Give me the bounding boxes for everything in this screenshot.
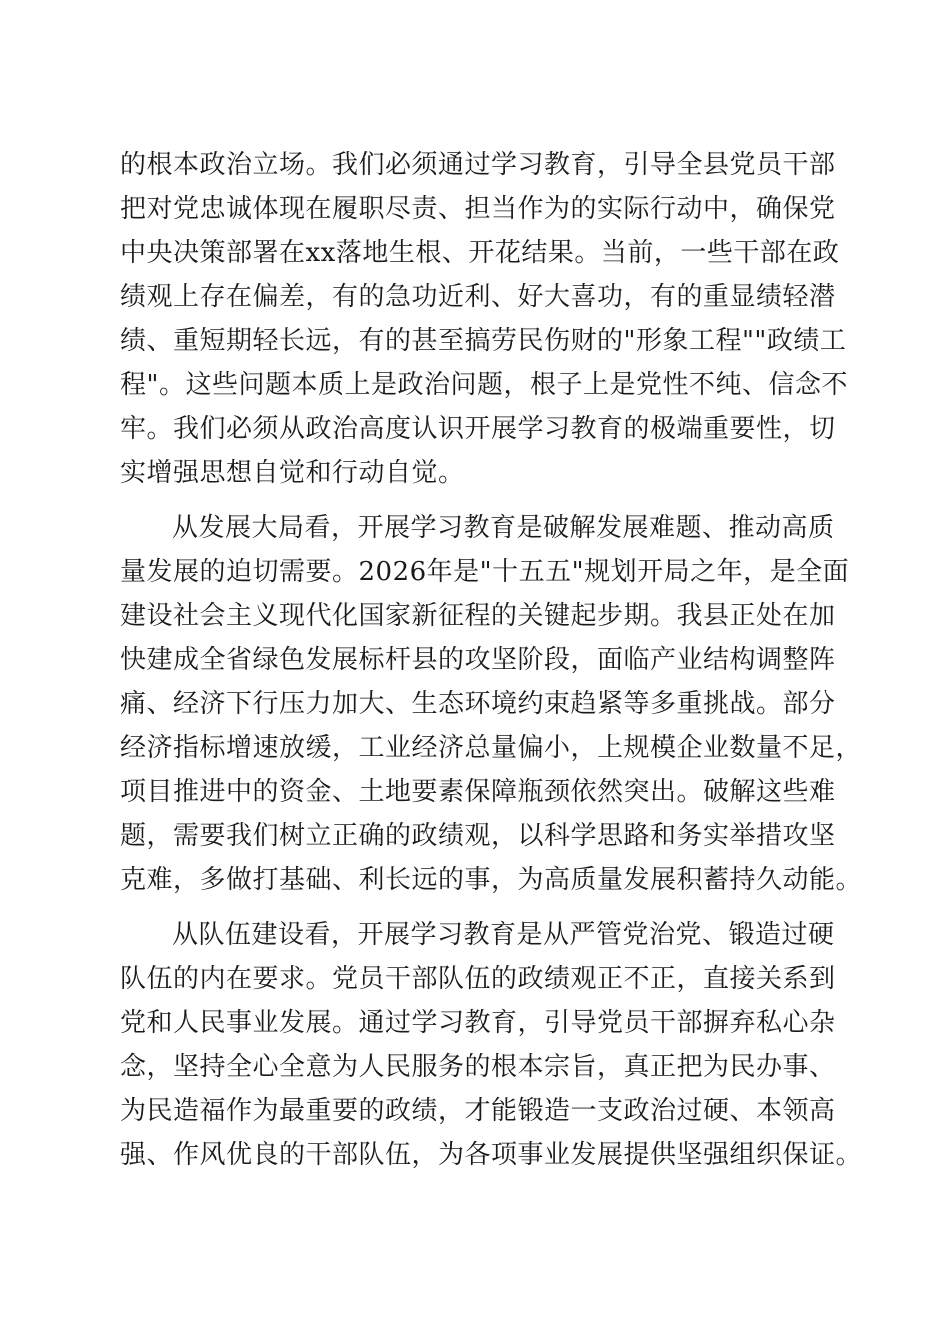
text-line: 快建成全省绿色发展标杆县的攻坚阶段，面临产业结构调整阵 [120, 645, 836, 675]
paragraph-1 [120, 143, 848, 495]
text-line: 牢。我们必须从政治高度认识开展学习教育的极端重要性，切 [120, 414, 836, 444]
text-line: 量发展的迫切需要。2026年是"十五五"规划开局之年，是全面 [120, 557, 850, 587]
text-line: 的根本政治立场。我们必须通过学习教育，引导全县党员干部 [120, 150, 836, 180]
text-line: 绩观上存在偏差，有的急功近利、好大喜功，有的重显绩轻潜 [120, 282, 836, 312]
text-line: 克难，多做打基础、利长远的事，为高质量发展积蓄持久动能。 [120, 865, 863, 895]
text-line: 强、作风优良的干部队伍，为各项事业发展提供坚强组织保证。 [120, 1140, 863, 1170]
text-line: 绩、重短期轻长远，有的甚至搞劳民伤财的"形象工程""政绩工 [120, 326, 847, 356]
paragraph-3 [120, 913, 863, 1177]
text-line: 从队伍建设看，开展学习教育是从严管党治党、锻造过硬 [172, 920, 835, 950]
text-line: 党和人民事业发展。通过学习教育，引导党员干部摒弃私心杂 [120, 1008, 836, 1038]
text-line: 把对党忠诚体现在履职尽责、担当作为的实际行动中，确保党 [120, 194, 836, 224]
text-line: 从发展大局看，开展学习教育是破解发展难题、推动高质 [172, 513, 835, 543]
text-line: 建设社会主义现代化国家新征程的关键起步期。我县正处在加 [120, 601, 836, 631]
paragraph-2 [120, 506, 863, 902]
text-line: 队伍的内在要求。党员干部队伍的政绩观正不正，直接关系到 [120, 964, 836, 994]
text-line: 为民造福作为最重要的政绩，才能锻造一支政治过硬、本领高 [120, 1096, 836, 1126]
text-line: 程"。这些问题本质上是政治问题，根子上是党性不纯、信念不 [120, 370, 848, 400]
document-body [120, 143, 863, 1177]
text-line: 念，坚持全心全意为人民服务的根本宗旨，真正把为民办事、 [120, 1052, 836, 1082]
text-line: 题，需要我们树立正确的政绩观，以科学思路和务实举措攻坚 [120, 821, 836, 851]
text-line: 中央决策部署在xx落地生根、开花结果。当前，一些干部在政 [120, 238, 840, 268]
text-line: 项目推进中的资金、土地要素保障瓶颈依然突出。破解这些难 [120, 777, 836, 807]
text-line: 经济指标增速放缓，工业经济总量偏小，上规模企业数量不足， [120, 733, 863, 763]
text-line: 痛、经济下行压力加大、生态环境约束趋紧等多重挑战。部分 [120, 689, 836, 719]
text-line: 实增强思想自觉和行动自觉。 [120, 458, 465, 488]
